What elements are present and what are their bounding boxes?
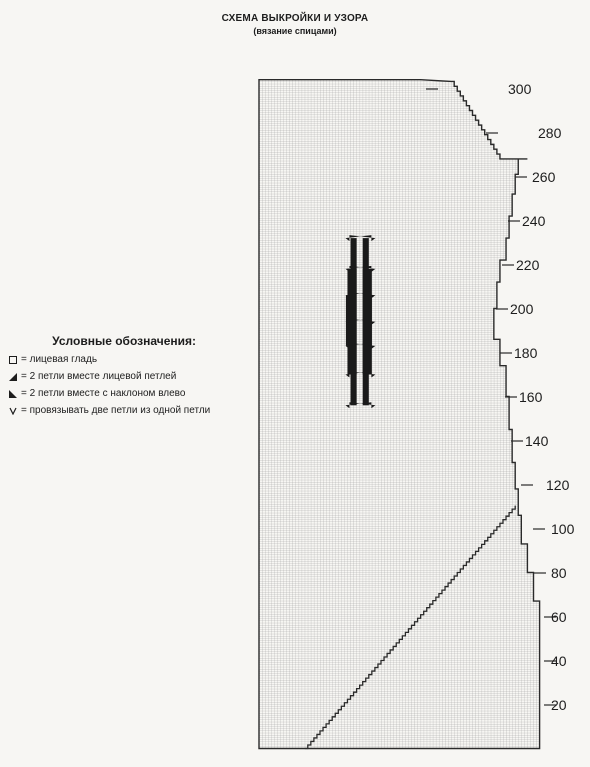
row-label-240: 240	[522, 213, 546, 229]
row-label-180: 180	[514, 345, 538, 361]
row-label-160: 160	[519, 389, 543, 405]
row-label-20: 20	[551, 697, 567, 713]
row-label-300: 300	[508, 81, 532, 97]
row-label-280: 280	[538, 125, 562, 141]
legend-text-increase: = провязывать две петли из одной петли	[21, 405, 211, 416]
row-label-120: 120	[546, 477, 570, 493]
legend-text-k2tog: = 2 петли вместе лицевой петлей	[21, 371, 177, 382]
row-label-40: 40	[551, 653, 567, 669]
row-label-220: 220	[516, 257, 540, 273]
legend-title: Условные обозначения:	[52, 334, 196, 348]
row-label-80: 80	[551, 565, 567, 581]
row-label-200: 200	[510, 301, 534, 317]
diagram-subtitle: (вязание спицами)	[253, 26, 337, 36]
legend-text-ssk: = 2 петли вместе с наклоном влево	[21, 388, 186, 399]
row-label-100: 100	[551, 521, 575, 537]
legend-text-stockinette: = лицевая гладь	[21, 354, 98, 365]
row-label-60: 60	[551, 609, 567, 625]
diagram-title: СХЕМА ВЫКРОЙКИ И УЗОРА	[221, 13, 369, 24]
row-label-140: 140	[525, 433, 549, 449]
row-label-260: 260	[532, 169, 556, 185]
